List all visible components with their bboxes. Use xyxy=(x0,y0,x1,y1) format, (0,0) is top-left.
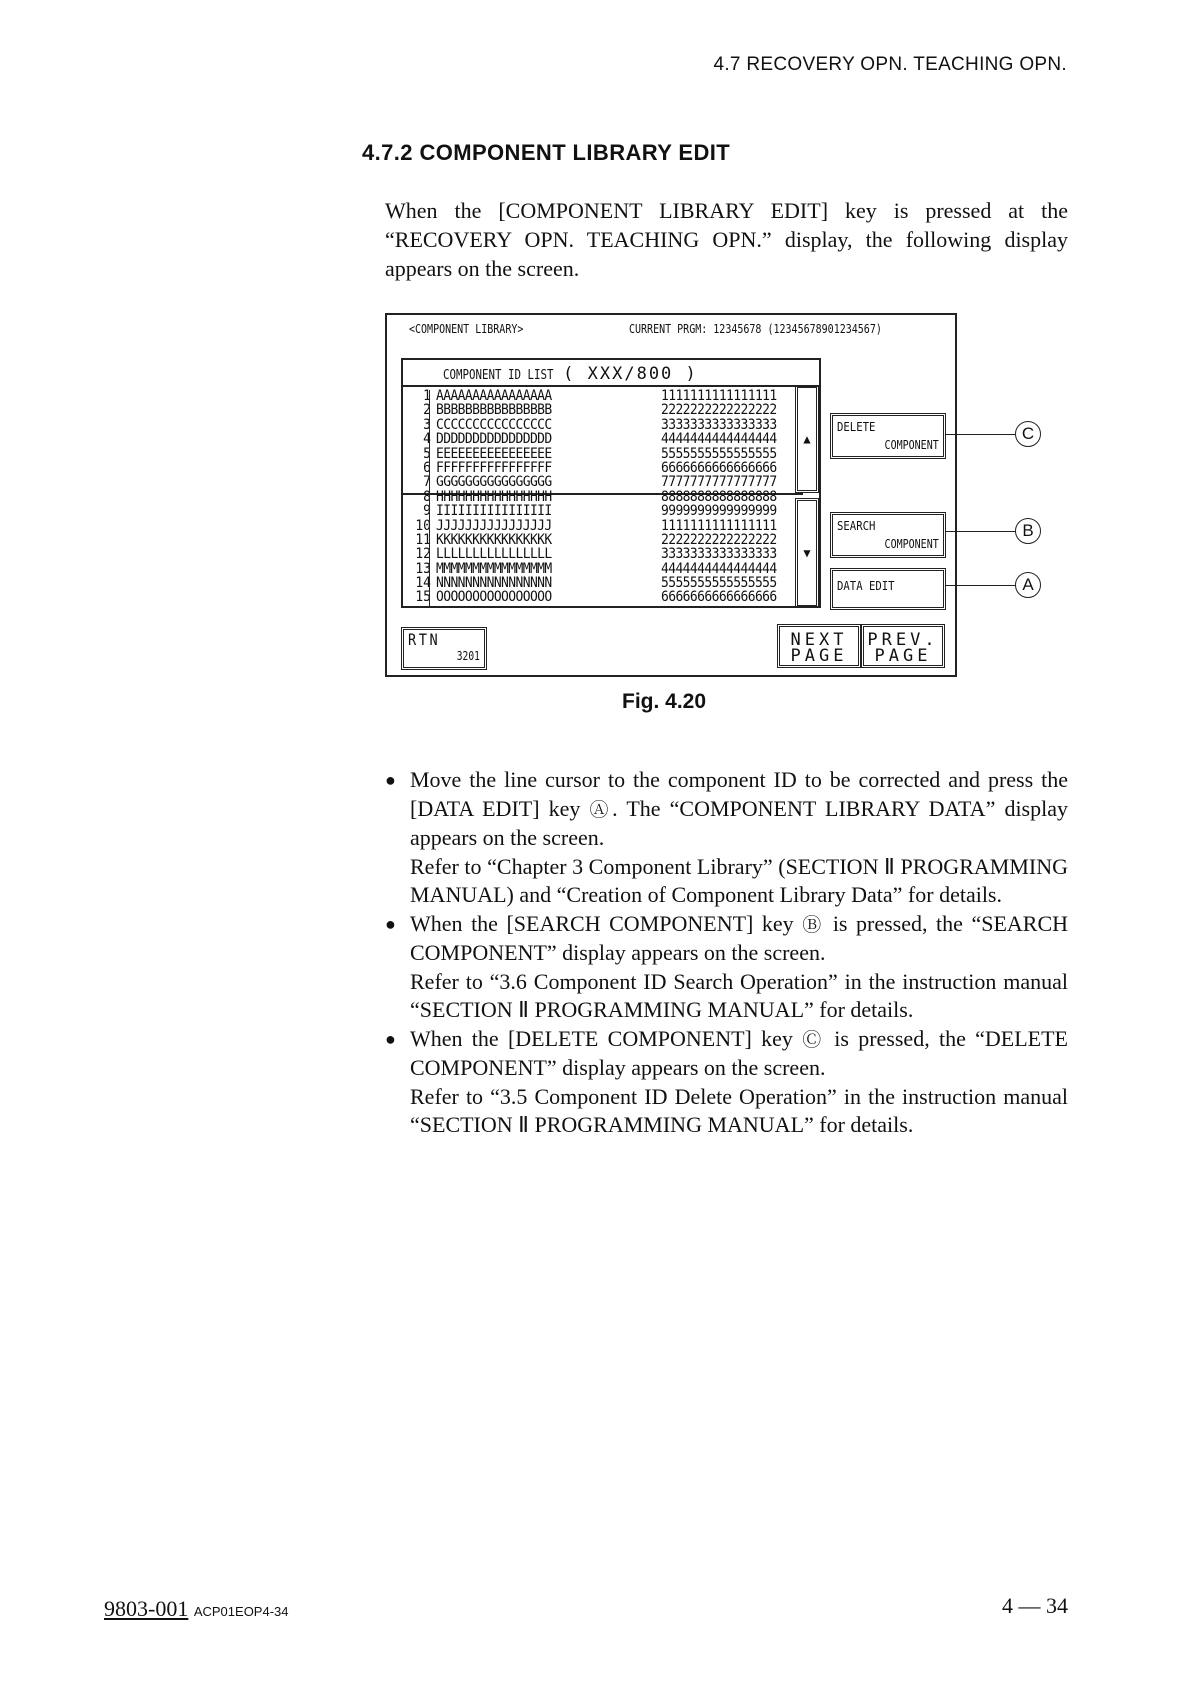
doc-subcode: ACP01EOP4-34 xyxy=(193,1604,289,1619)
component-library-screen xyxy=(385,313,957,677)
bullet-text xyxy=(410,766,1068,853)
bullet-dot-icon: ● xyxy=(385,1028,396,1049)
bullet-text-a: When the [SEARCH COMPONENT] key xyxy=(410,910,794,936)
component-value[interactable]: 2222222222222222 xyxy=(661,533,777,549)
dataedit-btn-label: DATA EDIT xyxy=(837,578,895,593)
component-id[interactable]: HHHHHHHHHHHHHHHH xyxy=(436,490,552,506)
list-title-label: COMPONENT ID LIST xyxy=(443,367,554,383)
component-id[interactable]: GGGGGGGGGGGGGGGG xyxy=(436,475,552,491)
component-value[interactable]: 5555555555555555 xyxy=(661,576,777,592)
scroll-up-button[interactable] xyxy=(795,385,819,493)
bullet-dot-icon: ● xyxy=(385,913,396,934)
component-id[interactable]: OOOOOOOOOOOOOOOO xyxy=(436,590,552,607)
next-page-button[interactable] xyxy=(777,624,861,668)
bullet-text-b: . The “COMPONENT LIBRARY DATA” display appears on the screen. xyxy=(410,795,1068,850)
component-value[interactable]: 2222222222222222 xyxy=(661,403,777,419)
component-id[interactable]: NNNNNNNNNNNNNNNN xyxy=(436,576,552,592)
row-number[interactable]: 15 xyxy=(415,590,431,607)
intro-paragraph: When the [COMPONENT LIBRARY EDIT] key is pressed at the “RECOVERY OPN. TEACHING OPN.” display, the following display appears on the screen. xyxy=(385,198,1068,281)
row-number[interactable]: 11 xyxy=(415,533,431,549)
component-id[interactable]: AAAAAAAAAAAAAAAA xyxy=(436,389,552,405)
doc-code: 9803-001 xyxy=(104,1596,189,1621)
search-btn-line2: COMPONENT xyxy=(884,536,939,551)
list-count: ( XXX/800 ) xyxy=(563,364,698,384)
row-number[interactable]: 7 xyxy=(423,475,431,491)
row-number[interactable]: 3 xyxy=(423,418,431,434)
arrow-up-icon: ▲ xyxy=(803,432,811,446)
screen-title: <COMPONENT LIBRARY> xyxy=(409,321,524,336)
component-id[interactable]: JJJJJJJJJJJJJJJJ xyxy=(436,518,552,535)
list-divider xyxy=(403,385,819,387)
bullet-text-a: Move the line cursor to the component ID to be corrected and press the [DATA EDIT] key xyxy=(410,767,1068,821)
bullet-search xyxy=(385,910,1068,1025)
component-value[interactable]: 5555555555555555 xyxy=(661,446,777,463)
row-number[interactable]: 8 xyxy=(423,490,431,506)
bullet-text-b: is pressed, the “SEARCH COMPONENT” display appears on the screen. xyxy=(410,910,1069,965)
component-id[interactable]: CCCCCCCCCCCCCCCC xyxy=(436,418,552,434)
bullet-ref: Refer to “3.5 Component ID Delete Operation” in the instruction manual “SECTION Ⅱ PROGRAMMING MANUAL” for details. xyxy=(410,1083,1068,1137)
next-btn-line2: PAGE xyxy=(790,646,848,666)
delete-btn-line2: COMPONENT xyxy=(884,437,939,452)
key-a-icon: Ⓐ xyxy=(589,798,613,821)
callout-b: B xyxy=(1015,518,1041,544)
instruction-list xyxy=(385,766,1068,1140)
rtn-btn-code: 3201 xyxy=(456,649,480,663)
component-value[interactable]: 1111111111111111 xyxy=(661,389,777,405)
callout-a-line xyxy=(946,585,1015,586)
component-value[interactable]: 3333333333333333 xyxy=(661,418,777,434)
prev-btn-line1: PREV. xyxy=(867,630,939,650)
figure-caption: Fig. 4.20 xyxy=(622,690,707,713)
row-number[interactable]: 5 xyxy=(423,446,431,463)
bullet-text xyxy=(410,1025,1068,1083)
row-number[interactable]: 14 xyxy=(415,576,431,592)
callout-a: A xyxy=(1015,572,1041,598)
arrow-down-icon: ▼ xyxy=(803,546,811,560)
component-value[interactable]: 4444444444444444 xyxy=(661,432,777,448)
search-btn-line1: SEARCH xyxy=(837,518,876,533)
rtn-btn-label: RTN xyxy=(408,630,441,649)
component-id[interactable]: IIIIIIIIIIIIIIII xyxy=(436,504,552,520)
component-value[interactable]: 4444444444444444 xyxy=(661,562,777,578)
bullet-text-a: When the [DELETE COMPONENT] key xyxy=(410,1025,793,1051)
next-btn-line1: NEXT xyxy=(790,630,848,650)
component-value[interactable]: 3333333333333333 xyxy=(661,547,777,563)
component-id[interactable]: LLLLLLLLLLLLLLLL xyxy=(436,547,552,563)
component-value[interactable]: 6666666666666666 xyxy=(661,590,777,607)
running-header: 4.7 RECOVERY OPN. TEACHING OPN. xyxy=(713,54,1067,75)
row-number[interactable]: 2 xyxy=(423,403,431,419)
component-id[interactable]: KKKKKKKKKKKKKKKK xyxy=(436,533,552,549)
key-c-icon: Ⓒ xyxy=(802,1028,825,1051)
component-id[interactable]: DDDDDDDDDDDDDDDD xyxy=(436,432,552,448)
list-title xyxy=(443,364,698,384)
data-edit-button[interactable] xyxy=(830,568,946,610)
current-program: CURRENT PRGM: 12345678 (12345678901234567) xyxy=(629,321,882,336)
callout-c-line xyxy=(946,434,1015,435)
row-number[interactable]: 13 xyxy=(415,562,431,578)
bullet-data-edit xyxy=(385,766,1068,910)
bullet-delete xyxy=(385,1025,1068,1140)
key-b-icon: Ⓑ xyxy=(802,913,825,936)
search-component-button[interactable] xyxy=(830,512,946,558)
bullet-ref: Refer to “Chapter 3 Component Library” (SECTION Ⅱ PROGRAMMING MANUAL) and “Creation of Component Library Data” for details. xyxy=(410,853,1068,907)
scroll-down-button[interactable] xyxy=(795,498,819,608)
component-value[interactable]: 6666666666666666 xyxy=(661,461,777,477)
component-ids xyxy=(429,390,596,606)
component-value[interactable]: 1111111111111111 xyxy=(661,518,777,535)
bullet-text-b: is pressed, the “DELETE COMPONENT” display appears on the screen. xyxy=(410,1025,1068,1080)
page-number: 4 — 34 xyxy=(1002,1593,1068,1618)
delete-btn-line1: DELETE xyxy=(837,419,876,434)
component-value[interactable]: 8888888888888888 xyxy=(661,490,777,506)
row-number[interactable]: 4 xyxy=(423,432,431,448)
callout-c: C xyxy=(1015,421,1041,447)
delete-component-button[interactable] xyxy=(830,413,946,459)
component-id[interactable]: FFFFFFFFFFFFFFFF xyxy=(436,461,552,477)
component-id[interactable]: BBBBBBBBBBBBBBBB xyxy=(436,403,552,419)
component-value[interactable]: 7777777777777777 xyxy=(661,475,777,491)
component-id[interactable]: MMMMMMMMMMMMMMMM xyxy=(436,562,552,578)
prev-page-button[interactable] xyxy=(861,624,945,668)
row-number[interactable]: 6 xyxy=(423,461,431,477)
document-code xyxy=(104,1596,289,1622)
component-id-list xyxy=(401,358,821,608)
bullet-text xyxy=(410,910,1068,968)
return-button[interactable] xyxy=(401,627,487,670)
prev-btn-line2: PAGE xyxy=(874,646,932,666)
callout-b-line xyxy=(946,531,1015,532)
component-value[interactable]: 9999999999999999 xyxy=(661,504,777,520)
bullet-ref: Refer to “3.6 Component ID Search Operation” in the instruction manual “SECTION Ⅱ PROGRAMMING MANUAL” for details. xyxy=(410,968,1068,1022)
row-numbers xyxy=(409,390,431,606)
section-title: 4.7.2 COMPONENT LIBRARY EDIT xyxy=(362,140,731,165)
row-number[interactable]: 1 xyxy=(423,389,431,405)
component-values xyxy=(661,390,801,606)
row-number[interactable]: 9 xyxy=(423,504,431,520)
row-number[interactable]: 12 xyxy=(415,547,431,563)
bullet-dot-icon: ● xyxy=(385,770,396,790)
component-id[interactable]: EEEEEEEEEEEEEEEE xyxy=(436,446,552,463)
row-number[interactable]: 10 xyxy=(415,518,431,535)
